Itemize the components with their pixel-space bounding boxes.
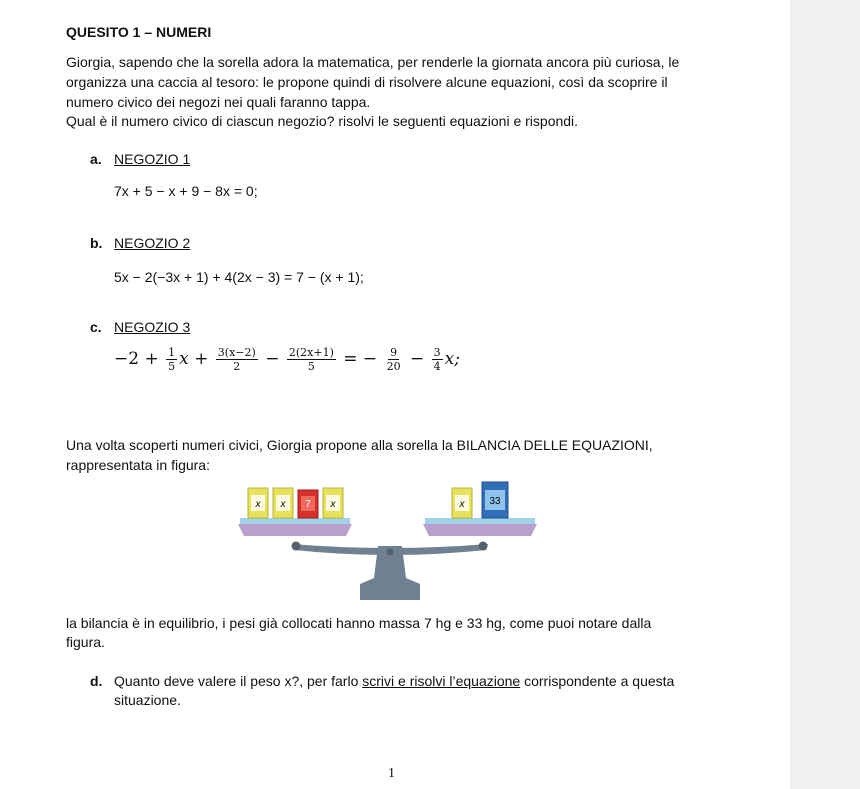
eq3-frac2-num: 3(x−2) xyxy=(217,346,256,359)
item-c-label xyxy=(90,319,190,335)
eq3-frac5 xyxy=(432,346,443,373)
weight-x-right-label: x xyxy=(459,499,465,510)
eq3-minus2: − xyxy=(409,349,425,369)
right-pivot xyxy=(479,542,488,551)
eq3-var1: x xyxy=(179,349,189,369)
center-pivot xyxy=(387,549,394,556)
eq3-equals: = − xyxy=(343,349,378,369)
item-a-letter: a. xyxy=(90,151,102,167)
eq3-frac2 xyxy=(216,346,258,373)
item-d-text-underlined: scrivi e risolvi l’equazione xyxy=(362,673,521,689)
equation-1: 7x + 5 − x + 9 − 8x = 0; xyxy=(114,183,258,199)
item-b-letter: b. xyxy=(90,235,103,251)
weight-x-3-label: x xyxy=(330,499,336,510)
eq3-frac5-den: 4 xyxy=(433,360,441,373)
weight-x-right xyxy=(452,488,472,518)
item-b-name: NEGOZIO 2 xyxy=(114,235,191,251)
eq3-frac3-den: 5 xyxy=(307,360,315,373)
eq3-frac4 xyxy=(385,346,403,373)
intro-line-1: Giorgia, sapendo che la sorella adora la matematica, per renderle la giornata ancora più curiosa, le xyxy=(66,54,680,70)
right-pan-top xyxy=(425,518,535,524)
right-pan xyxy=(423,524,537,536)
item-b-label xyxy=(90,235,190,251)
item-d-letter: d. xyxy=(90,673,103,689)
eq3-frac5-num: 3 xyxy=(433,346,441,359)
balance-intro-line-2: rappresentata in figura: xyxy=(66,457,210,473)
item-c-letter: c. xyxy=(90,319,102,335)
equilibrium-line-1: la bilancia è in equilibrio, i pesi già collocati hanno massa 7 hg e 33 hg, come puoi notare dalla xyxy=(66,615,652,631)
eq3-frac2-den: 2 xyxy=(233,360,241,373)
weight-7-label: 7 xyxy=(305,499,311,510)
item-a-name: NEGOZIO 1 xyxy=(114,151,191,167)
eq3-plus: + xyxy=(194,349,209,369)
eq3-frac1-den: 5 xyxy=(168,360,176,373)
question-text: Qual è il numero civico di ciascun negozio? risolvi le seguenti equazioni e rispondi. xyxy=(66,113,579,129)
balance-scale-illustration xyxy=(230,478,540,603)
eq3-minus: − xyxy=(265,349,280,369)
eq3-frac4-den: 20 xyxy=(386,360,401,373)
eq3-frac1 xyxy=(166,346,177,373)
page-title: QUESITO 1 – NUMERI xyxy=(66,24,212,40)
item-a-label xyxy=(90,151,190,167)
page-number: 1 xyxy=(388,766,395,781)
intro-line-2: organizza una caccia al tesoro: le propone quindi di risolvere alcune equazioni, così da scoprire il xyxy=(66,74,668,90)
weight-x-3 xyxy=(323,488,343,518)
item-d-line-2: situazione. xyxy=(114,692,181,708)
eq3-frac3-num: 2(2x+1) xyxy=(288,346,334,359)
equation-2: 5x − 2(−3x + 1) + 4(2x − 3) = 7 − (x + 1); xyxy=(114,269,364,285)
eq3-frac1-num: 1 xyxy=(168,346,176,359)
weight-33 xyxy=(482,482,508,518)
weight-7 xyxy=(298,490,318,518)
item-d-text-before: Quanto deve valere il peso x?, per farlo xyxy=(114,673,363,689)
weight-x-1-label: x xyxy=(255,499,261,510)
left-pan xyxy=(238,524,352,536)
left-pan-top xyxy=(240,518,350,524)
eq3-var2: x; xyxy=(444,349,460,369)
weight-x-1 xyxy=(248,488,268,518)
item-c-name: NEGOZIO 3 xyxy=(114,319,191,335)
equation-3 xyxy=(114,346,460,373)
item-d xyxy=(90,673,674,689)
intro-line-3: numero civico dei negozi nei quali faranno tappa. xyxy=(66,94,371,110)
balance-intro-line-1: Una volta scoperti numeri civici, Giorgia propone alla sorella la BILANCIA DELLE EQUAZIONI, xyxy=(66,437,653,453)
weight-33-label: 33 xyxy=(489,496,501,507)
eq3-term1: −2 + xyxy=(114,349,159,369)
eq3-frac4-num: 9 xyxy=(390,346,398,359)
weight-x-2-label: x xyxy=(280,499,286,510)
weight-x-2 xyxy=(273,488,293,518)
eq3-frac3 xyxy=(287,346,336,373)
right-margin-panel xyxy=(790,0,860,789)
item-d-text-after: corrispondente a questa xyxy=(520,673,675,689)
left-pivot xyxy=(292,542,301,551)
equilibrium-line-2: figura. xyxy=(66,634,105,650)
